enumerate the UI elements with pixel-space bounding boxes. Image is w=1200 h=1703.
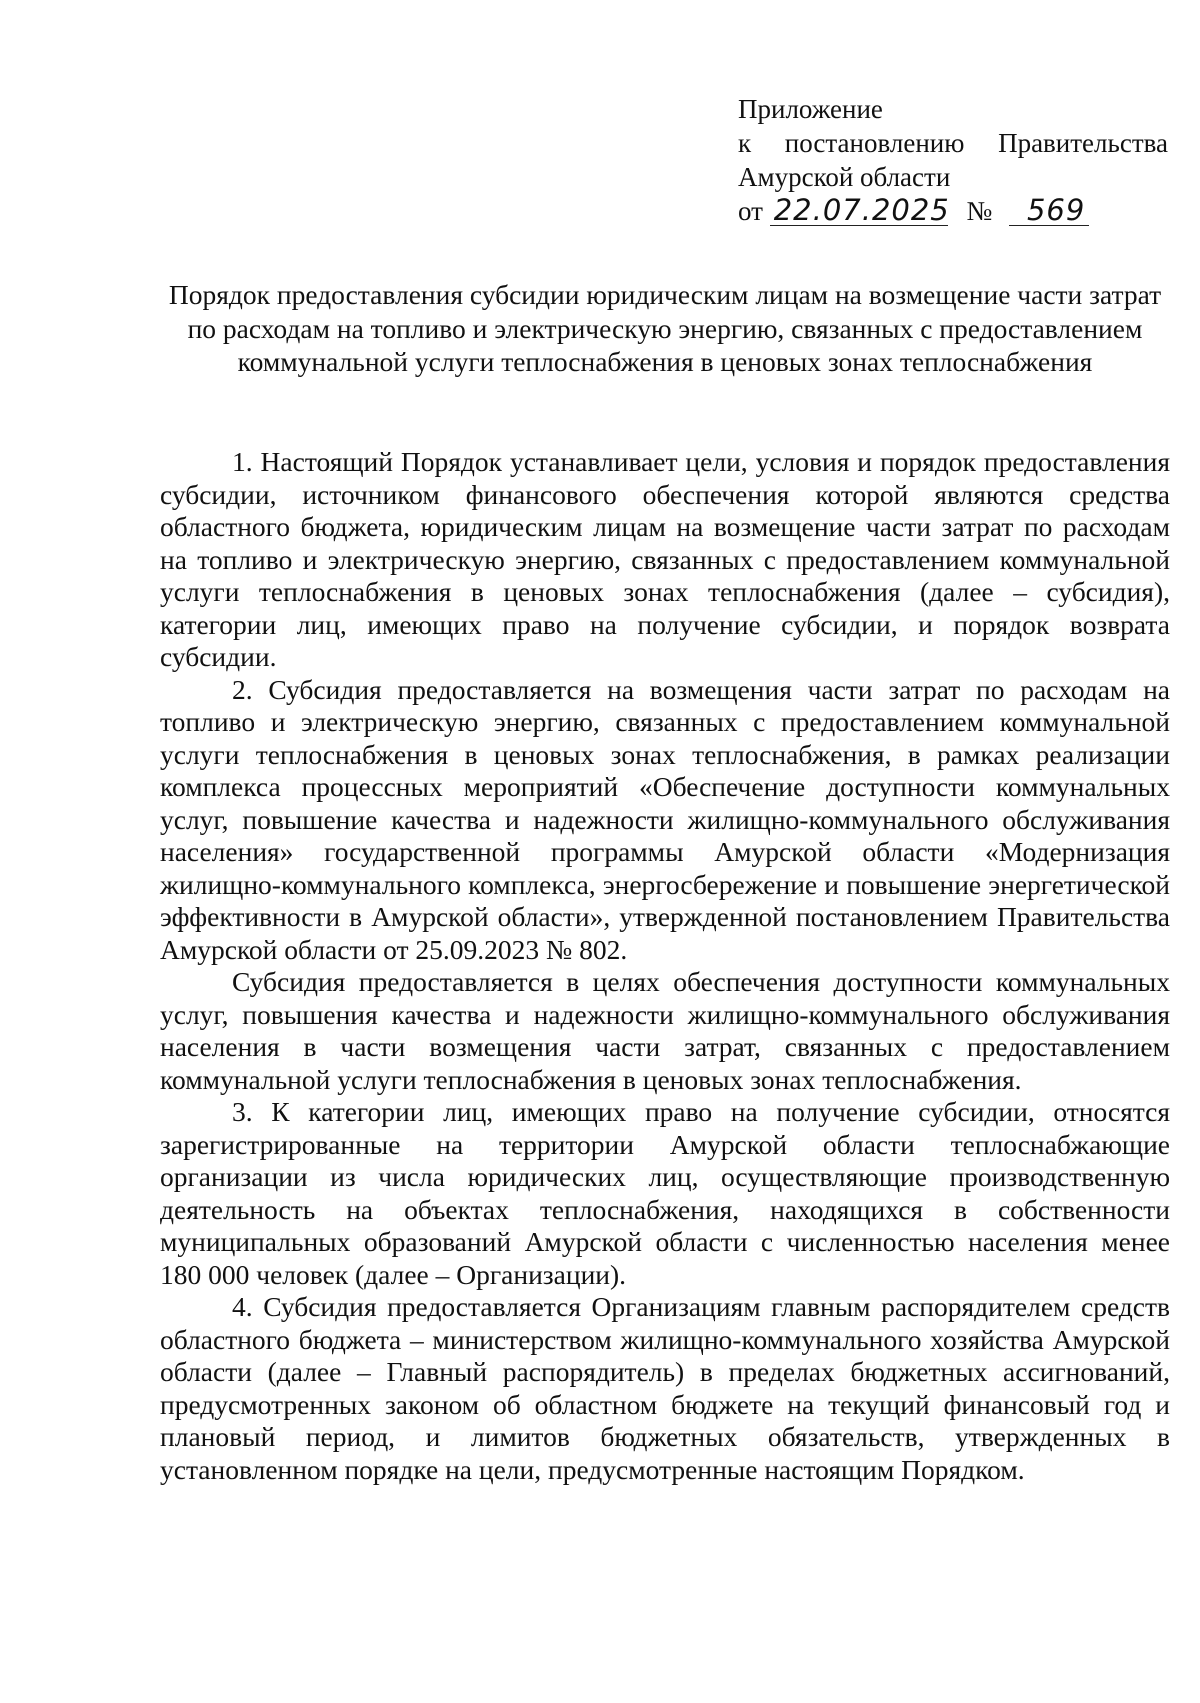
- appendix-region: Амурской области: [738, 162, 951, 192]
- handwritten-date: 22.07.2025: [770, 195, 948, 226]
- appendix-resolution: к постановлению Правительства: [738, 128, 1168, 158]
- paragraph: 3. К категории лиц, имеющих право на получение субсидии, относятся зарегистрированные на территории Амурской области теплоснабжающие организации из числа юридических лиц, осуществляющие производственную деятельность на объектах теплоснабжения, находящихся в собственности муниципальных образований Амурской области с численностью населения менее 180 000 человек (далее – Организации).: [160, 1096, 1170, 1290]
- paragraph: Субсидия предоставляется в целях обеспечения доступности коммунальных услуг, повышения качества и надежности жилищно-коммунального обслуживания населения в части возмещения части затрат, связанных с предоставлением коммунальной услуги теплоснабжения в ценовых зонах теплоснабжения.: [160, 966, 1170, 1095]
- appendix-date-number: [738, 194, 1168, 228]
- paragraph: 4. Субсидия предоставляется Организациям главным распорядителем средств областного бюджета – министерством жилищно-коммунального хозяйства Амурской области (далее – Главный распорядитель) в пределах бюджетных ассигнований, предусмотренных законом об областном бюджете на текущий финансовый год и плановый период, и лимитов бюджетных обязательств, утвержденных в установленном порядке на цели, предусмотренные настоящим Порядком.: [160, 1291, 1170, 1485]
- date-prefix: от: [738, 196, 763, 226]
- paragraph: 1. Настоящий Порядок устанавливает цели, условия и порядок предоставления субсидии, источником финансового обеспечения которой являются средства областного бюджета, юридическим лицам на возмещение части затрат по расходам на топливо и электрическую энергию, связанных с предоставлением коммунальной услуги теплоснабжения в ценовых зонах теплоснабжения (далее – субсидия), категории лиц, имеющих право на получение субсидии, и порядок возврата субсидии.: [160, 446, 1170, 672]
- number-sign: №: [966, 196, 993, 226]
- handwritten-number: 569: [1009, 195, 1089, 226]
- appendix-label: Приложение: [738, 94, 883, 124]
- document-title: Порядок предоставления субсидии юридическим лицам на возмещение части затрат по расходам на топливо и электрическую энергию, связанных с предоставлением коммунальной услуги теплоснабжения в ценовых зонах теплоснабжения: [168, 279, 1162, 377]
- paragraph: 2. Субсидия предоставляется на возмещения части затрат по расходам на топливо и электрическую энергию, связанных с предоставлением коммунальной услуги теплоснабжения в ценовых зонах теплоснабжения, в рамках реализации комплекса процессных мероприятий «Обеспечение доступности коммунальных услуг, повышение качества и надежности жилищно-коммунального обслуживания населения» государственной программы Амурской области «Модернизация жилищно-коммунального комплекса, энергосбережение и повышение энергетической эффективности в Амурской области», утвержденной постановлением Правительства Амурской области от 25.09.2023 № 802.: [160, 673, 1170, 965]
- appendix-block: [738, 92, 1168, 228]
- document-body: [160, 446, 1170, 1486]
